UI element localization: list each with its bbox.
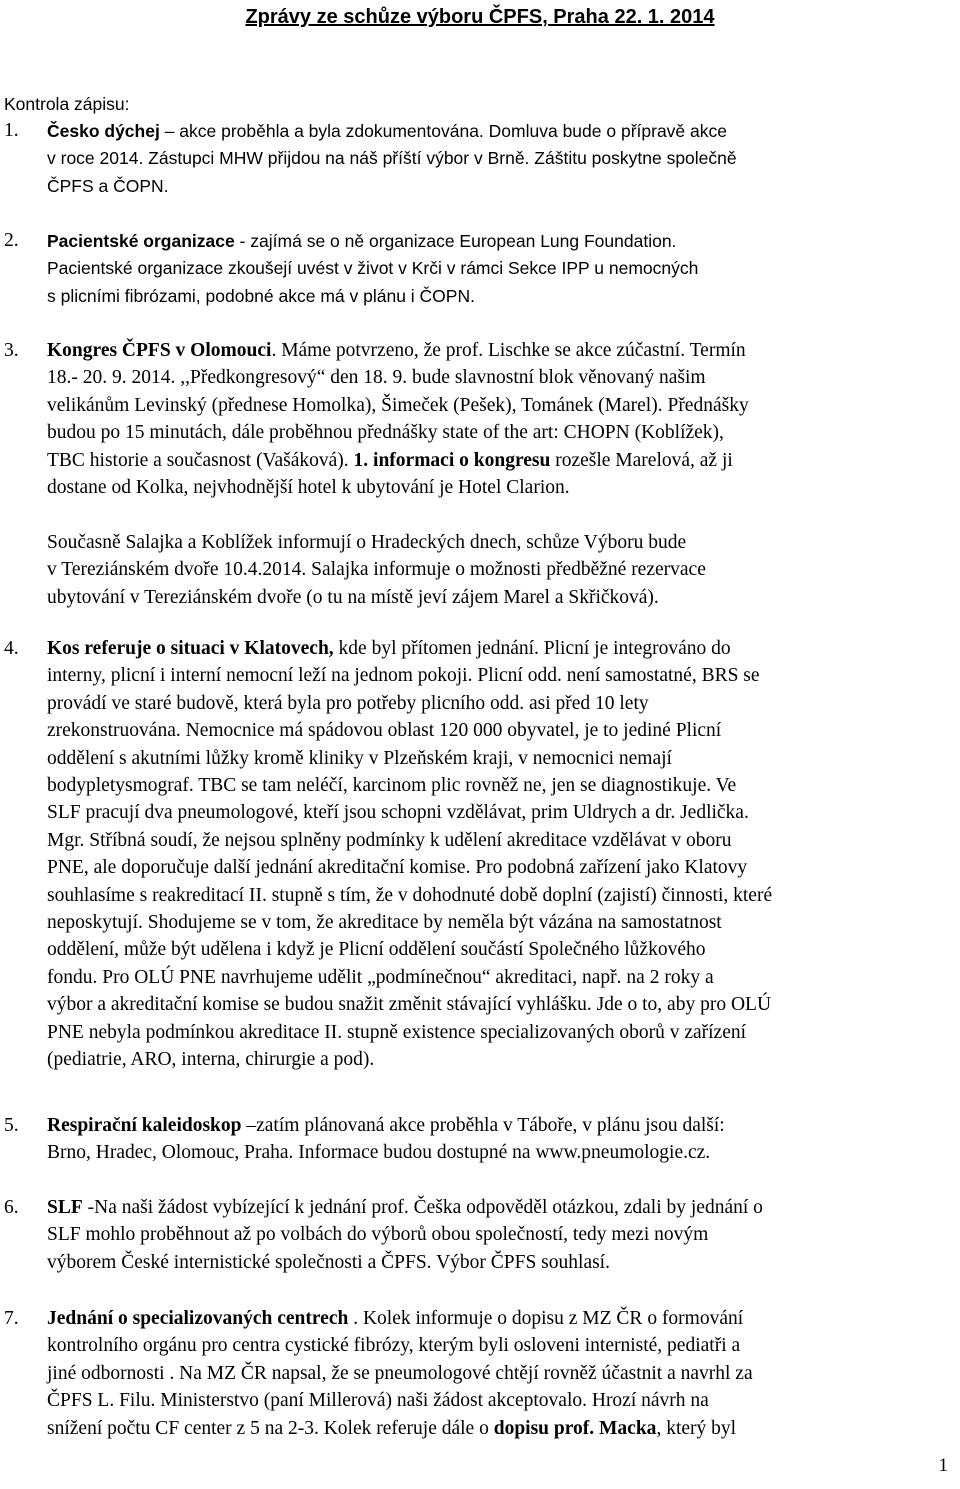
text-line <box>47 1047 374 1073</box>
text-line <box>47 393 749 419</box>
control-heading: Kontrola zápisu: <box>4 94 130 114</box>
bold-text: Česko dýchej <box>47 121 160 141</box>
text-line <box>47 828 732 854</box>
text: souhlasíme s reakreditací II. stupně s tím, že v dohodnuté době doplní (zajistí) činnosti, které <box>47 884 773 906</box>
text-line <box>47 1250 610 1276</box>
text: oddělení, může být udělena i když je Plicní oddělení součástí Společného lůžkového <box>47 939 706 961</box>
text: provádí ve staré budově, která byla pro potřeby plicního odd. asi před 10 lety <box>47 692 649 714</box>
text-line <box>47 585 659 611</box>
text-line <box>47 145 737 171</box>
text-line <box>47 1306 743 1332</box>
text-line <box>47 530 686 556</box>
text: SLF mohlo proběhnout až po volbách do výborů obou společností, tedy mezi novým <box>47 1224 709 1246</box>
bold-text: Pacientské organizace <box>47 231 235 251</box>
item-number: 7. <box>4 1308 19 1329</box>
item-number: 3. <box>4 340 19 361</box>
text: . Máme potvrzeno, že prof. Lischke se akce zúčastní. Termín <box>271 340 746 361</box>
item-number: 4. <box>4 638 19 659</box>
text-line <box>47 965 714 991</box>
text-line <box>47 420 724 446</box>
text-line <box>47 1416 736 1442</box>
text: ČPFS L. Filu. Ministerstvo (paní Millerová) naši žádost akceptovalo. Hrozí návrh na <box>47 1390 709 1412</box>
text-line <box>47 283 475 309</box>
text-line <box>47 636 731 662</box>
text: kde byl přítomen jednání. Plicní je integrováno do <box>333 638 731 659</box>
bold-text: dopisu prof. Macka <box>493 1417 657 1439</box>
text: rozešle Marelová, až ji <box>550 449 733 471</box>
text-line <box>47 883 772 909</box>
text: ubytování v Tereziánském dvoře (o tu na místě jeví zájem Marel a Skřičková). <box>47 586 659 608</box>
text: budou po 15 minutách, dále proběhnou přednášky state of the art: CHOPN (Koblížek), <box>47 422 724 444</box>
text: velikánům Levinský (přednese Homolka), Šimeček (Pešek), Tománek (Marel). Přednášky <box>47 394 749 416</box>
text: s plicními fibrózami, podobné akce má v plánu i ČOPN. <box>47 285 475 306</box>
text-line <box>47 557 706 583</box>
text: bodypletysmograf. TBC se tam neléčí, karcinom plic rovněž ne, jen se diagnostikuje. Ve <box>47 775 737 796</box>
text: neposkytují. Shodujeme se v tom, že akreditace by neměla být vázána na samostatnost <box>47 912 722 933</box>
text-line <box>47 910 722 936</box>
bold-text: 1. informaci o kongresu <box>353 449 551 471</box>
text: –zatím plánovaná akce proběhla v Táboře, v plánu jsou další: <box>241 1115 725 1136</box>
text-line <box>47 1361 753 1387</box>
text-line <box>47 1333 740 1359</box>
text: ČPFS a ČOPN. <box>47 175 169 196</box>
text-line <box>47 173 169 199</box>
text: výborem České internistické společnosti a ČPFS. Výbor ČPFS souhlasí. <box>47 1251 610 1273</box>
text: Současně Salajka a Koblížek informují o Hradeckých dnech, schůze Výboru bude <box>47 532 687 553</box>
text-line <box>47 691 649 717</box>
bold-text: Jednání o specializovaných centrech <box>47 1308 349 1329</box>
text: dostane od Kolka, nejvhodnější hotel k ubytování je Hotel Clarion. <box>47 477 570 498</box>
item-number: 5. <box>4 1115 19 1136</box>
text: interny, plicní i interní nemocní leží na jednom pokoji. Plicní odd. není samostatné, BRS se <box>47 665 760 687</box>
text: TBC historie a současnost (Vašáková). <box>47 449 354 471</box>
text-line <box>47 663 760 689</box>
text: , který byl <box>656 1417 737 1439</box>
text: PNE nebyla podmínkou akreditace II. stupně existence specializovaných oborů v zařízení <box>47 1021 747 1043</box>
text-line <box>47 718 721 744</box>
text-line <box>47 338 746 364</box>
text: výbor a akreditační komise se budou snažit změnit stávající vyhlášku. Jde o to, aby pro OLÚ <box>47 994 772 1016</box>
page-number: 1 <box>938 1455 948 1476</box>
item-number: 2. <box>4 230 19 251</box>
text-line <box>47 746 672 772</box>
text: v Tereziánském dvoře 10.4.2014. Salajka informuje o možnosti předběžné rezervace <box>47 559 706 581</box>
text-line <box>47 1140 710 1166</box>
text-line <box>47 855 747 881</box>
bold-text: Kongres ČPFS v Olomouci <box>47 340 272 361</box>
text-line <box>47 773 736 799</box>
text-line <box>47 228 676 254</box>
text-line <box>47 992 771 1018</box>
bold-text: SLF <box>47 1197 83 1218</box>
text: . Kolek informuje o dopisu z MZ ČR o formování <box>348 1308 744 1329</box>
text-line <box>47 448 733 474</box>
text-line <box>47 800 749 826</box>
text: Mgr. Stříbná soudí, že nejsou splněny podmínky k udělení akreditace vzdělávat v oboru <box>47 829 732 851</box>
text: PNE, ale doporučuje další jednání akreditační komise. Pro podobná zařízení jako Klatovy <box>47 857 748 879</box>
text-line <box>47 475 570 501</box>
text: v roce 2014. Zástupci MHW přijdou na náš příští výbor v Brně. Záštitu poskytne společně <box>47 148 737 169</box>
text: Brno, Hradec, Olomouc, Praha. Informace budou dostupné na www.pneumologie.cz. <box>47 1142 711 1164</box>
text-line <box>47 1195 763 1221</box>
text: 18.- 20. 9. 2014. ,,Předkongresový“ den 18. 9. bude slavnostní blok věnovaný našim <box>47 367 706 389</box>
text: Pacientské organizace zkoušejí uvést v život v Krči v rámci Sekce IPP u nemocných <box>47 258 699 279</box>
text: – akce proběhla a byla zdokumentována. Domluva bude o přípravě akce <box>159 121 727 141</box>
text-line <box>47 255 698 281</box>
text: jiné odbornosti . Na MZ ČR napsal, že se pneumologové chtějí rovněž účastnit a navrhl za <box>47 1362 753 1384</box>
text: oddělení s akutními lůžky kromě kliniky v Plzeňském kraji, v nemocnici nemají <box>47 747 672 769</box>
text-line <box>47 1020 746 1046</box>
text: (pediatrie, ARO, interna, chirurgie a pod). <box>47 1049 375 1070</box>
page-title: Zprávy ze schůze výboru ČPFS, Praha 22. 1. 2014 <box>245 6 715 28</box>
text-line <box>47 937 706 963</box>
item-number: 6. <box>4 1197 19 1218</box>
text: -Na naši žádost vybízející k jednání prof. Češka odpověděl otázkou, zdali by jednání o <box>82 1197 763 1218</box>
text: fondu. Pro OLÚ PNE navrhujeme udělit „podmínečnou“ akreditaci, např. na 2 roky a <box>47 966 714 988</box>
text-line <box>47 1388 709 1414</box>
bold-text: Respirační kaleidoskop <box>47 1115 242 1136</box>
text: SLF pracují dva pneumologové, kteří jsou schopni vzdělávat, prim Uldrych a dr. Jedlička. <box>47 802 749 824</box>
text-line <box>47 365 706 391</box>
text-line <box>47 118 727 144</box>
bold-text: Kos referuje o situaci v Klatovech, <box>47 638 334 659</box>
text: zrekonstruována. Nemocnice má spádovou oblast 120 000 obyvatel, je to jediné Plicní <box>47 720 722 742</box>
text: snížení počtu CF center z 5 na 2-3. Kolek referuje dále o <box>47 1417 494 1439</box>
text: - zajímá se o ně organizace European Lung Foundation. <box>234 231 677 251</box>
text-line <box>47 1113 725 1139</box>
text-line <box>47 1222 708 1248</box>
item-number: 1. <box>4 120 19 141</box>
text: kontrolního orgánu pro centra cystické fibrózy, kterým byli osloveni internisté, pediatři a <box>47 1335 741 1357</box>
